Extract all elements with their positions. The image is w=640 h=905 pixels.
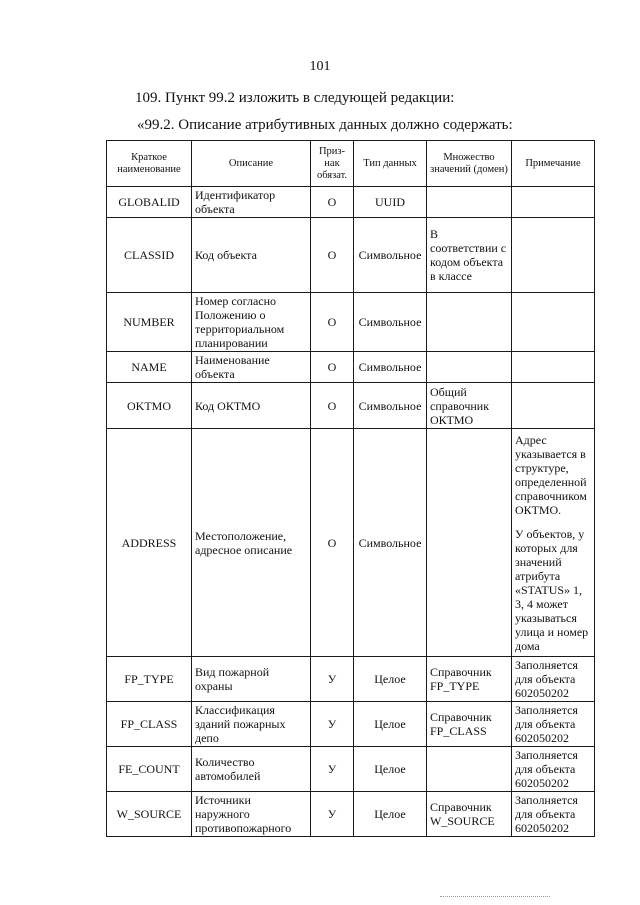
cell-description: Идентификатор объекта — [192, 187, 311, 218]
note-spacer — [515, 517, 591, 527]
cell-note — [512, 429, 595, 657]
cell-domain — [427, 747, 512, 792]
header-note: Примечание — [512, 141, 595, 187]
cell-description: Местоположение, адресное описание — [192, 429, 311, 657]
cell-required: О — [311, 429, 354, 657]
cell-domain — [427, 187, 512, 218]
cell-name: FE_COUNT — [107, 747, 192, 792]
cell-required: У — [311, 657, 354, 702]
cell-required: О — [311, 187, 354, 218]
cell-description: Код объекта — [192, 218, 311, 293]
cell-type: Символьное — [354, 218, 427, 293]
cell-domain — [427, 352, 512, 383]
cell-domain — [427, 429, 512, 657]
table-row — [107, 657, 595, 702]
cell-name: NAME — [107, 352, 192, 383]
scan-artifact-line — [440, 896, 550, 897]
cell-note — [512, 293, 595, 352]
cell-note: Заполняется для объекта 602050202 — [512, 657, 595, 702]
cell-type: Целое — [354, 747, 427, 792]
cell-description: Источники наружного противопожарного — [192, 792, 311, 837]
cell-domain: Общий справочник ОКТМО — [427, 383, 512, 429]
cell-name: CLASSID — [107, 218, 192, 293]
cell-name: FP_TYPE — [107, 657, 192, 702]
attribute-table — [106, 140, 595, 837]
cell-description: Вид пожарной охраны — [192, 657, 311, 702]
note-address-street: У объектов, у которых для значений атрибута «STATUS» 1, 3, 4 может указываться улица и номер дома — [515, 526, 589, 653]
table-row — [107, 747, 595, 792]
cell-required: У — [311, 702, 354, 747]
table-row — [107, 429, 595, 657]
cell-required: О — [311, 293, 354, 352]
cell-name: NUMBER — [107, 293, 192, 352]
cell-note — [512, 352, 595, 383]
cell-domain: Справочник FP_CLASS — [427, 702, 512, 747]
cell-type: Символьное — [354, 352, 427, 383]
cell-type: Символьное — [354, 383, 427, 429]
cell-name: FP_CLASS — [107, 702, 192, 747]
cell-note: Заполняется для объекта 602050202 — [512, 702, 595, 747]
cell-required: О — [311, 352, 354, 383]
note-address-structure: Адрес указывается в структуре, определенной справочником ОКТМО. — [515, 432, 587, 517]
cell-name: OKTMO — [107, 383, 192, 429]
cell-name: ADDRESS — [107, 429, 192, 657]
cell-required: У — [311, 747, 354, 792]
table-header-row — [107, 141, 595, 187]
table-row — [107, 293, 595, 352]
header-data-type: Тип данных — [354, 141, 427, 187]
cell-description: Наименование объекта — [192, 352, 311, 383]
table-row — [107, 187, 595, 218]
cell-domain — [427, 293, 512, 352]
cell-name: W_SOURCE — [107, 792, 192, 837]
cell-domain: В соответствии с кодом объекта в классе — [427, 218, 512, 293]
header-short-name: Краткое наименование — [107, 141, 192, 187]
cell-required: О — [311, 218, 354, 293]
cell-domain: Справочник W_SOURCE — [427, 792, 512, 837]
cell-type: UUID — [354, 187, 427, 218]
cell-name: GLOBALID — [107, 187, 192, 218]
cell-domain: Справочник FP_TYPE — [427, 657, 512, 702]
cell-required: О — [311, 383, 354, 429]
cell-note — [512, 218, 595, 293]
cell-type: Символьное — [354, 429, 427, 657]
cell-required: У — [311, 792, 354, 837]
table-row — [107, 352, 595, 383]
header-domain: Множество значений (домен) — [427, 141, 512, 187]
cell-note — [512, 187, 595, 218]
cell-description: Классификация зданий пожарных депо — [192, 702, 311, 747]
header-description: Описание — [192, 141, 311, 187]
header-required: Приз-нак обязат. — [311, 141, 354, 187]
cell-type: Целое — [354, 792, 427, 837]
cell-type: Символьное — [354, 293, 427, 352]
cell-description: Код ОКТМО — [192, 383, 311, 429]
cell-description: Номер согласно Положению о территориальном планировании — [192, 293, 311, 352]
paragraph-section-intro: «99.2. Описание атрибутивных данных должно содержать: — [137, 117, 513, 133]
cell-note — [512, 383, 595, 429]
cell-description: Количество автомобилей — [192, 747, 311, 792]
table-row — [107, 702, 595, 747]
cell-note: Заполняется для объекта 602050202 — [512, 747, 595, 792]
page-number: 101 — [309, 59, 331, 74]
cell-type: Целое — [354, 657, 427, 702]
cell-type: Целое — [354, 702, 427, 747]
paragraph-amendment: 109. Пункт 99.2 изложить в следующей редакции: — [135, 90, 455, 106]
cell-note: Заполняется для объекта 602050202 — [512, 792, 595, 837]
table-row — [107, 383, 595, 429]
table-row — [107, 792, 595, 837]
table-row — [107, 218, 595, 293]
